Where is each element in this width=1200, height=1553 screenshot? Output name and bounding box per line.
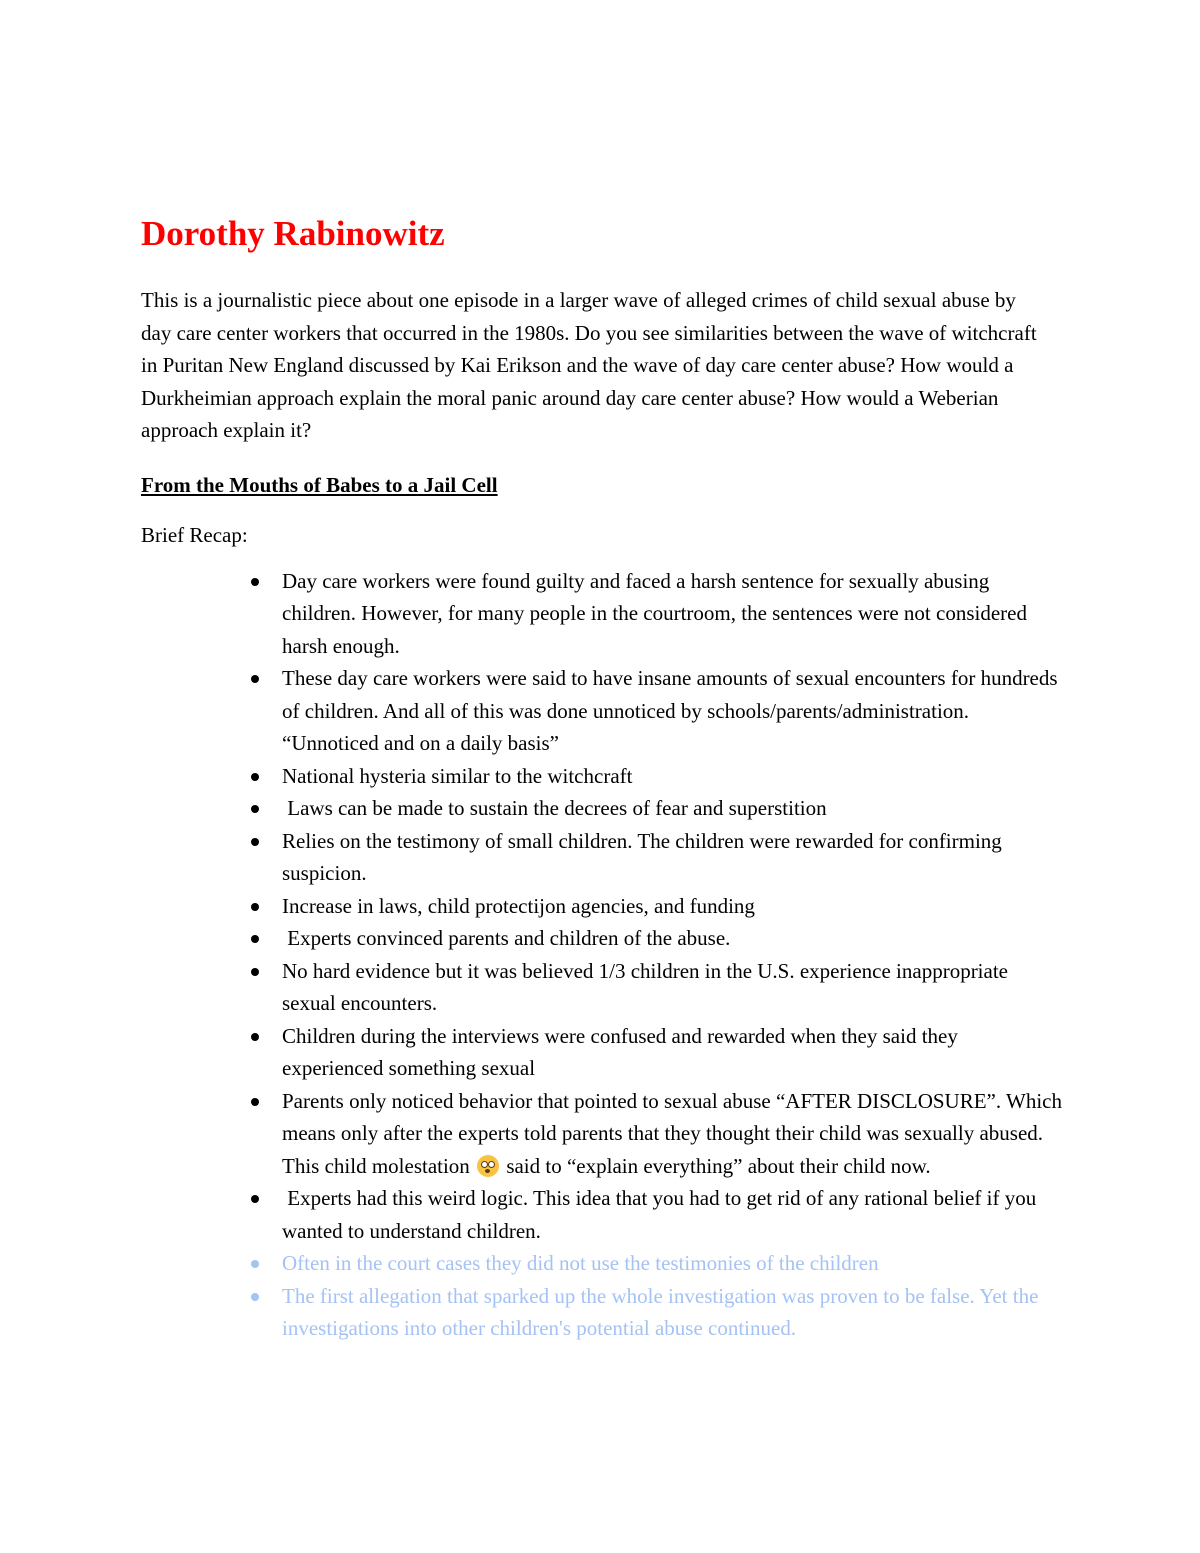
recap-item xyxy=(282,792,1062,825)
flushed-face-emoji-icon xyxy=(477,1155,499,1177)
bullet-icon xyxy=(251,968,259,976)
recap-item-text: Increase in laws, child protectijon agencies, and funding xyxy=(282,893,755,918)
recap-label: Brief Recap: xyxy=(141,522,248,547)
recap-item xyxy=(282,760,1062,793)
bullet-icon xyxy=(251,578,259,586)
recap-item xyxy=(282,890,1062,923)
bullet-icon xyxy=(251,773,259,781)
bullet-icon xyxy=(251,903,259,911)
recap-item-faded xyxy=(282,1280,1062,1345)
recap-item-text: Experts had this weird logic. This idea that you had to get rid of any rational belief if you wanted to understand children. xyxy=(282,1186,1042,1243)
recap-item xyxy=(282,955,1062,1020)
bullet-icon xyxy=(251,1033,259,1041)
bullet-icon xyxy=(251,1260,259,1268)
recap-item-text: Relies on the testimony of small children. The children were rewarded for confirming suspicion. xyxy=(282,828,1002,885)
bullet-icon xyxy=(251,1098,259,1106)
recap-item xyxy=(282,1182,1062,1247)
recap-item-text: National hysteria similar to the witchcraft xyxy=(282,763,633,788)
recap-item xyxy=(282,662,1062,760)
recap-item-text-after: said to “explain everything” about their child now. xyxy=(501,1153,931,1178)
recap-item-text: Often in the court cases they did not use the testimonies of the children xyxy=(282,1251,879,1275)
document-title: Dorothy Rabinowitz xyxy=(141,214,445,253)
recap-item xyxy=(282,922,1062,955)
recap-list xyxy=(141,565,1062,1345)
recap-item xyxy=(282,825,1062,890)
recap-item-text: Experts convinced parents and children of the abuse. xyxy=(282,926,731,950)
recap-item-text: Children during the interviews were confused and rewarded when they said they experienced something sexual xyxy=(282,1023,958,1080)
bullet-icon xyxy=(251,1195,259,1203)
document-page xyxy=(141,210,1062,1345)
recap-item-text: The first allegation that sparked up the whole investigation was proven to be false. Yet the investigations into other children's potential abuse continued. xyxy=(282,1283,1039,1340)
bullet-icon xyxy=(251,935,259,943)
recap-item xyxy=(282,1085,1062,1183)
recap-item-text: These day care workers were said to have insane amounts of sexual encounters for hundreds of children. And all of this was done unnoticed by schools/parents/administration. “Unnoticed and on a daily basis” xyxy=(282,666,1058,755)
bullet-icon xyxy=(251,1293,259,1301)
section-heading: From the Mouths of Babes to a Jail Cell xyxy=(141,472,498,497)
intro-paragraph: This is a journalistic piece about one episode in a larger wave of alleged crimes of child sexual abuse by day care center workers that occurred in the 1980s. Do you see similarities between the wave of witchcraft in Puritan New England discussed by Kai Erikson and the wave of day care center abuse? How would a Durkheimian approach explain the moral panic around day care center abuse? How would a Weberian approach explain it? xyxy=(141,288,1037,442)
recap-item xyxy=(282,1020,1062,1085)
bullet-icon xyxy=(251,675,259,683)
recap-item-text-before: Parents only noticed behavior that pointed to sexual abuse “AFTER DISCLOSURE”. Which means only after the experts told parents that they thought their child was sexually abused. This child molestation xyxy=(282,1088,1062,1178)
recap-item xyxy=(282,565,1062,663)
bullet-icon xyxy=(251,805,259,813)
bullet-icon xyxy=(251,838,259,846)
recap-item-text: Laws can be made to sustain the decrees of fear and superstition xyxy=(282,796,827,820)
recap-item-faded xyxy=(282,1247,1062,1280)
recap-item-text: Day care workers were found guilty and faced a harsh sentence for sexually abusing children. However, for many people in the courtroom, the sentences were not considered harsh enough. xyxy=(282,568,1027,658)
recap-item-text: No hard evidence but it was believed 1/3 children in the U.S. experience inappropriate sexual encounters. xyxy=(282,958,1008,1015)
